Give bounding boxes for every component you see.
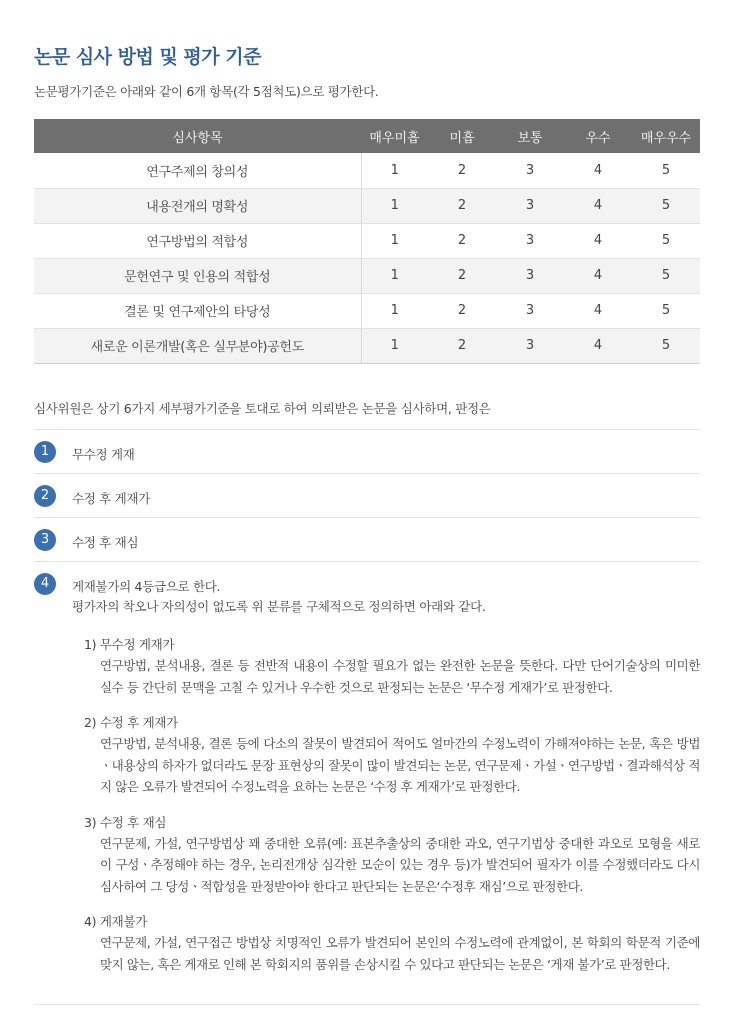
score-cell: 1	[361, 258, 428, 293]
score-cell: 5	[632, 188, 700, 223]
score-cell: 5	[632, 293, 700, 328]
row-item: 연구주제의 창의성	[34, 153, 361, 188]
score-cell: 1	[361, 188, 428, 223]
score-cell: 2	[428, 293, 496, 328]
header-average: 보통	[496, 119, 564, 153]
score-cell: 3	[496, 328, 564, 363]
table-row	[34, 188, 700, 223]
table-row	[34, 328, 700, 363]
score-cell: 3	[496, 258, 564, 293]
definition-heading: 1) 무수정 게재가	[84, 637, 175, 652]
table-row	[34, 258, 700, 293]
definition-item	[84, 713, 700, 798]
list-item	[34, 517, 700, 561]
table-header-row	[34, 119, 700, 153]
score-cell: 3	[496, 223, 564, 258]
score-cell: 2	[428, 328, 496, 363]
row-item: 연구방법의 적합성	[34, 223, 361, 258]
definition-body: 연구문제, 가설, 연구접근 방법상 치명적인 오류가 발견되어 본인의 수정노력에 관계없이, 본 학회의 학문적 기준에 맞지 않는, 혹은 게재로 인해 본 학회지의 품위를 손상시킬 수 있다고 판단되는 논문은 ‘게재 불가’로 판정한다.	[100, 935, 700, 972]
number-badge: 1	[34, 441, 56, 463]
definition-list	[84, 635, 700, 975]
outcome-label: 무수정 게재	[72, 447, 135, 462]
score-cell: 1	[361, 328, 428, 363]
score-cell: 5	[632, 223, 700, 258]
number-badge: 3	[34, 529, 56, 551]
table-row	[34, 293, 700, 328]
list-item	[34, 429, 700, 473]
score-cell: 5	[632, 258, 700, 293]
score-cell: 3	[496, 188, 564, 223]
number-badge: 2	[34, 485, 56, 507]
page-title: 논문 심사 방법 및 평가 기준	[34, 46, 261, 68]
header-good: 우수	[564, 119, 632, 153]
row-item: 문헌연구 및 인용의 적합성	[34, 258, 361, 293]
score-cell: 5	[632, 153, 700, 188]
header-very-poor: 매우미흡	[361, 119, 428, 153]
outcome-list	[34, 429, 700, 1005]
score-cell: 1	[361, 293, 428, 328]
definition-body: 연구방법, 분석내용, 결론 등에 다소의 잘못이 발견되어 적어도 얼마간의 수정노력이 가해져야하는 논문, 혹은 방법ㆍ내용상의 하자가 없더라도 문장 표현상의 잘못이 많이 발견되는 논문, 연구문제ㆍ가설ㆍ연구방법ㆍ결과해석상 적지 않은 오류가 발견되어 수정노력을 요하는 논문은 ‘수정 후 게재가’로 판정한다.	[100, 736, 700, 794]
score-cell: 3	[496, 293, 564, 328]
score-cell: 1	[361, 153, 428, 188]
score-cell: 4	[564, 153, 632, 188]
score-cell: 4	[564, 258, 632, 293]
score-cell: 2	[428, 153, 496, 188]
intro-text: 논문평가기준은 아래와 같이 6개 항목(각 5점척도)으로 평가한다.	[34, 84, 379, 99]
score-cell: 4	[564, 188, 632, 223]
row-item: 내용전개의 명확성	[34, 188, 361, 223]
definition-body: 연구방법, 분석내용, 결론 등 전반적 내용이 수정할 필요가 없는 완전한 논문을 뜻한다. 다만 단어기술상의 미미한 실수 등 간단히 문맥을 고칠 수 있거나 우수한 것으로 판정되는 논문은 ‘무수정 게재가’로 판정한다.	[100, 658, 700, 695]
header-poor: 미흡	[428, 119, 496, 153]
score-cell: 4	[564, 293, 632, 328]
table-row	[34, 153, 700, 188]
score-cell: 5	[632, 328, 700, 363]
header-excellent: 매우우수	[632, 119, 700, 153]
definition-body: 연구문제, 가설, 연구방법상 꽤 중대한 오류(예: 표본추출상의 중대한 과오, 연구기법상 중대한 과오로 모형을 새로이 구성ㆍ추정해야 하는 경우, 논리전개상 심각한 모순이 있는 경우 등)가 발견되어 필자가 이를 수정했더라도 다시 심사하여 그 당성ㆍ적합성을 판정받아야 한다고 판단되는 논문은‘수정후 재심’으로 판정한다.	[100, 835, 700, 894]
outcome-label: 수정 후 게재가	[72, 491, 150, 506]
score-cell: 2	[428, 188, 496, 223]
outcome-note: 평가자의 착오나 자의성이 없도록 위 분류를 구체적으로 정의하면 아래와 같다.	[72, 599, 486, 614]
judgment-intro: 심사위원은 상기 6가지 세부평가기준을 토대로 하여 의뢰받은 논문을 심사하며, 판정은	[34, 401, 491, 416]
definition-item	[84, 813, 700, 898]
score-cell: 2	[428, 223, 496, 258]
definition-item	[84, 912, 700, 975]
score-cell: 2	[428, 258, 496, 293]
outcome-label: 수정 후 재심	[72, 535, 139, 550]
evaluation-table	[34, 119, 700, 364]
score-cell: 4	[564, 328, 632, 363]
table-row	[34, 223, 700, 258]
outcome-label: 게재불가의 4등급으로 한다.	[72, 579, 221, 594]
row-item: 새로운 이론개발(혹은 실무분야)공헌도	[34, 328, 361, 363]
row-item: 결론 및 연구제안의 타당성	[34, 293, 361, 328]
list-item	[34, 561, 700, 1005]
definition-heading: 2) 수정 후 게재가	[84, 715, 178, 730]
definition-heading: 3) 수정 후 재심	[84, 814, 167, 830]
definition-item	[84, 635, 700, 698]
score-cell: 1	[361, 223, 428, 258]
definition-heading: 4) 게재불가	[84, 914, 148, 929]
list-item	[34, 473, 700, 517]
number-badge: 4	[34, 573, 56, 595]
header-item: 심사항목	[34, 119, 361, 153]
score-cell: 4	[564, 223, 632, 258]
score-cell: 3	[496, 153, 564, 188]
